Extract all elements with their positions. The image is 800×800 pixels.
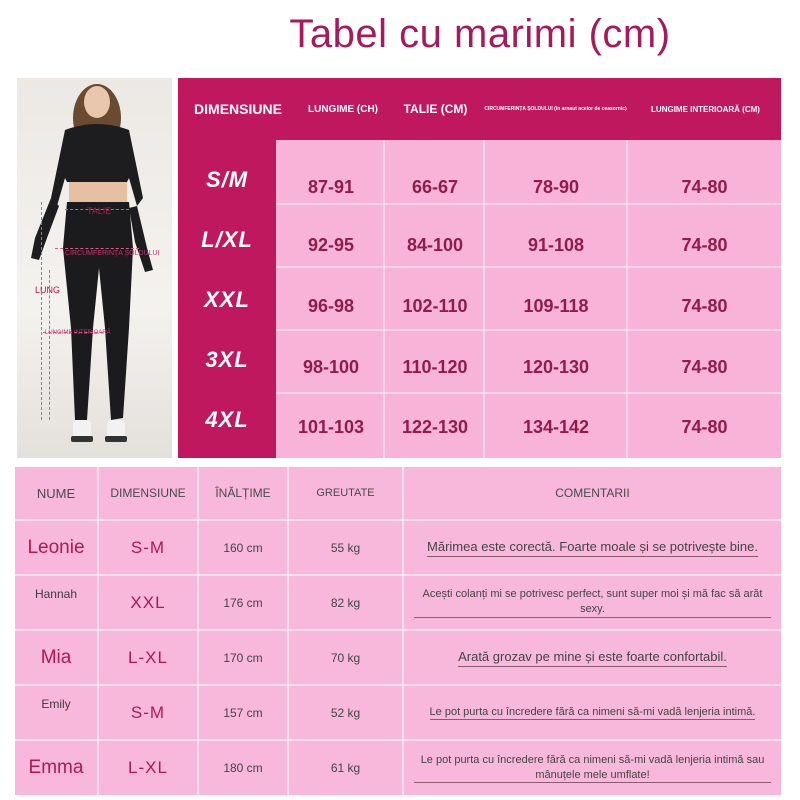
model-photo [17, 78, 172, 458]
review-name: Mia [40, 646, 72, 668]
cell-talie: 102-110 [402, 296, 468, 316]
cell-lungime: 96-98 [307, 296, 355, 316]
reviews-table [15, 467, 781, 795]
header-inaltime: ÎNĂLȚIME [215, 486, 271, 500]
review-size: S-M [130, 702, 166, 722]
review-comment [404, 741, 781, 795]
review-weight: 70 kg [330, 650, 361, 665]
talie-label: TALIE [87, 206, 112, 216]
review-comment [404, 521, 781, 574]
header-comentarii: COMENTARII [555, 486, 630, 500]
cell-interior: 74-80 [681, 296, 728, 316]
review-height: 176 cm [223, 595, 263, 610]
cell-lungime: 98-100 [302, 357, 360, 377]
header-talie: TALIE (CM) [403, 102, 468, 116]
review-weight: 61 kg [330, 761, 361, 775]
review-name: Emma [28, 757, 84, 778]
cell-talie: 84-100 [406, 235, 464, 255]
header-nume: NUME [36, 485, 76, 501]
size-label: 3XL [205, 346, 249, 372]
size-label: 4XL [205, 406, 249, 432]
review-height: 180 cm [223, 761, 263, 775]
cell-interior: 74-80 [681, 177, 728, 197]
review-weight: 52 kg [330, 705, 361, 720]
review-size: L-XL [128, 758, 168, 777]
size-label: XXL [204, 286, 250, 312]
lung-label: LUNG [35, 285, 61, 295]
review-comment-text: Acești colanți mi se potrivesc perfect, sunt super moi și mă fac să arăt sexy. [414, 587, 771, 618]
review-comment [404, 686, 781, 739]
cell-lungime: 101-103 [297, 417, 365, 437]
review-comment [404, 631, 781, 684]
review-weight: 82 kg [330, 595, 361, 610]
cell-talie: 122-130 [401, 417, 469, 437]
review-size: XXL [130, 592, 166, 612]
review-name: Leonie [27, 536, 85, 558]
cell-interior: 74-80 [681, 357, 728, 377]
review-name: Emily [41, 696, 71, 711]
cell-lungime: 92-95 [307, 235, 355, 255]
size-chart-table [178, 78, 781, 458]
cell-sold: 78-90 [532, 177, 580, 197]
review-comment-text: Arată grozav pe mine și este foarte confortabil. [458, 648, 727, 667]
cell-sold: 91-108 [527, 235, 585, 255]
header-circumferinta: CIRCUMFERINȚA ȘOLDULUI (în arnaut acelor de ceasornic) [484, 106, 627, 112]
header-lungime-interioara: LUNGIME INTERIOARĂ (CM) [651, 104, 760, 114]
cell-sold: 120-130 [522, 357, 590, 377]
review-comment [404, 576, 781, 629]
size-label: L/XL [201, 226, 253, 252]
header-greutate: GREUTATE [316, 487, 375, 499]
cell-sold: 134-142 [522, 417, 590, 437]
review-comment-text: Mărimea este corectă. Foarte moale și se potrivește bine. [427, 538, 758, 557]
cell-sold: 109-118 [523, 296, 589, 316]
review-height: 170 cm [223, 650, 263, 665]
review-comment-text: Le pot purta cu încredere fără ca nimeni să-mi vadă lenjeria intimă. [430, 705, 756, 721]
review-size: S-M [130, 537, 166, 557]
lungime-interioara-label: LUNGIME INTERIOARĂ [45, 330, 111, 336]
cell-interior: 74-80 [681, 417, 728, 437]
review-name: Hannah [34, 586, 78, 601]
size-label: S/M [205, 166, 249, 192]
header-dimensiune: DIMENSIUNE [194, 101, 282, 117]
cell-lungime: 87-91 [307, 177, 355, 197]
cell-talie: 66-67 [411, 177, 459, 197]
review-height: 157 cm [223, 705, 263, 720]
review-height: 160 cm [223, 540, 263, 555]
circumferinta-label: CIRCUMFERINȚA ȘOLDULUI [65, 250, 160, 257]
review-size: L-XL [128, 647, 168, 667]
review-comment-text: Le pot purta cu încredere fără ca nimeni să-mi vadă lenjeria intimă sau mânuțele mele umflate! [414, 753, 771, 784]
cell-talie: 110-120 [402, 357, 468, 377]
header-dimensiune: DIMENSIUNE [110, 486, 186, 500]
cell-interior: 74-80 [681, 235, 728, 255]
page-title: Tabel cu marimi (cm) [289, 12, 671, 56]
review-weight: 55 kg [330, 540, 361, 555]
header-lungime: LUNGIME (CH) [308, 103, 378, 115]
